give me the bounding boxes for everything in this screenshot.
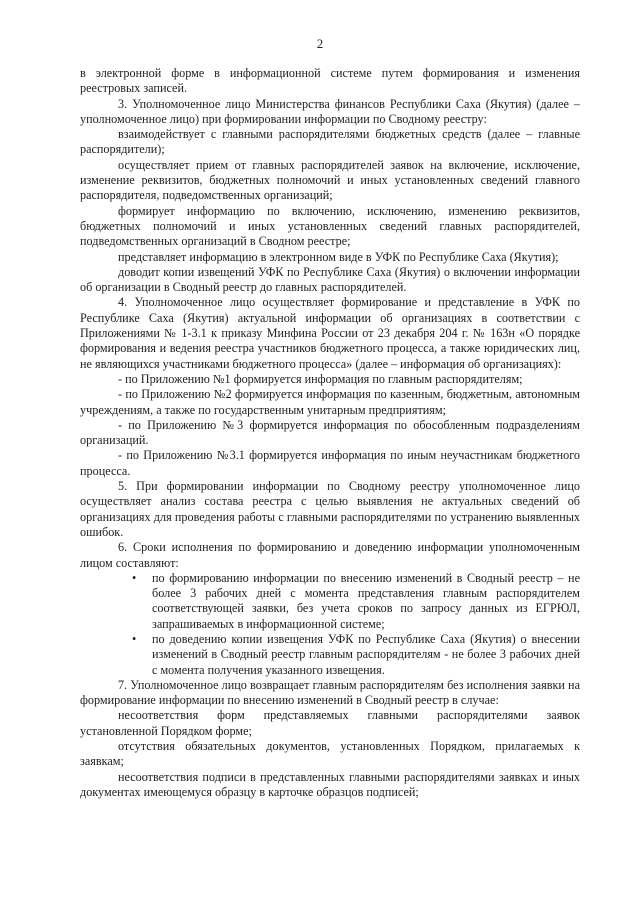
- list-item-text: по формированию информации по внесению изменений в Сводный реестр – не более 3 рабочих дней с момента представления главным распорядителем соответствующей заявки, без учета сроков по запросу данных из ЕГРЮЛ, запрашиваемых в информационной системе;: [152, 570, 580, 631]
- list-item: [80, 632, 580, 678]
- paragraph: 3. Уполномоченное лицо Министерства финансов Республики Саха (Якутия) (далее – уполномоченное лицо) при формировании информации по Сводному реестру:: [80, 96, 580, 126]
- page-number: 2: [316, 36, 324, 51]
- paragraph: - по Приложению №2 формируется информация по казенным, бюджетным, автономным учреждениям, а также по государственным унитарным предприятиям;: [80, 387, 580, 417]
- document-body: [80, 66, 580, 800]
- paragraph: отсутствия обязательных документов, установленных Порядком, прилагаемых к заявкам;: [80, 739, 580, 769]
- paragraph: - по Приложению №3.1 формируется информация по иным неучастникам бюджетного процесса.: [80, 448, 580, 478]
- paragraph: взаимодействует с главными распорядителями бюджетных средств (далее – главные распорядители);: [80, 127, 580, 157]
- paragraph: представляет информацию в электронном виде в УФК по Республике Саха (Якутия);: [118, 249, 559, 264]
- paragraph: несоответствия подписи в представленных главными распорядителями заявках и иных документах имеющемуся образцу в карточке образцов подписей;: [80, 769, 580, 799]
- bullet-icon: •: [132, 570, 137, 585]
- paragraph: формирует информацию по включению, исключению, изменению реквизитов, бюджетных полномочий и иных установленных сведений главных распорядителей, подведомственных организаций в Сводном реестре;: [80, 203, 580, 249]
- paragraph: - по Приложению №1 формируется информация по главным распорядителям;: [118, 371, 523, 386]
- paragraph: несоответствия форм представляемых главными распорядителями заявок установленной Порядком форме;: [80, 708, 580, 738]
- paragraph: - по Приложению №3 формируется информация по обособленным подразделениям организаций.: [80, 417, 580, 448]
- paragraph: осуществляет прием от главных распорядителей заявок на включение, исключение, изменение реквизитов, бюджетных полномочий и иных установленных сведений главного распорядителя, подведомственных организаций;: [80, 157, 580, 203]
- paragraph: 6. Сроки исполнения по формированию и доведению информации уполномоченным лицом составляют:: [80, 540, 580, 570]
- bullet-icon: •: [132, 631, 137, 646]
- list-item: [80, 571, 580, 632]
- bullet-list: [80, 571, 580, 678]
- paragraph: 7. Уполномоченное лицо возвращает главным распорядителям без исполнения заявки на формирование информации по внесению изменений в Сводный реестр в случае:: [80, 677, 580, 708]
- paragraph: в электронной форме в информационной системе путем формирования и изменения реестровых записей.: [80, 66, 580, 96]
- paragraph: 4. Уполномоченное лицо осуществляет формирование и представление в УФК по Республике Саха (Якутия) актуальной информации об организациях в соответствии с Приложениями № 1-3.1 к приказу Минфина России от 23 декабря 204 г. № 163н «О порядке формирования и ведения реестра участников бюджетного процесса, а также юридических лиц, не являющихся участниками бюджетного процесса» (далее – информация об организациях):: [80, 295, 580, 371]
- paragraph: 5. При формировании информации по Сводному реестру уполномоченное лицо осуществляет анализ состава реестра с целью выявления не актуальных сведений об организациях для проведения работы с главными распорядителями по устранению выявленных ошибок.: [80, 479, 580, 539]
- paragraph: доводит копии извещений УФК по Республике Саха (Якутия) о включении информации об организации в Сводный реестр до главных распорядителей.: [80, 264, 580, 295]
- list-item-text: по доведению копии извещения УФК по Республике Саха (Якутия) о внесении изменений в Сводный реестр главным распорядителям - не более 3 рабочих дней с момента получения указанного извещения.: [152, 631, 580, 677]
